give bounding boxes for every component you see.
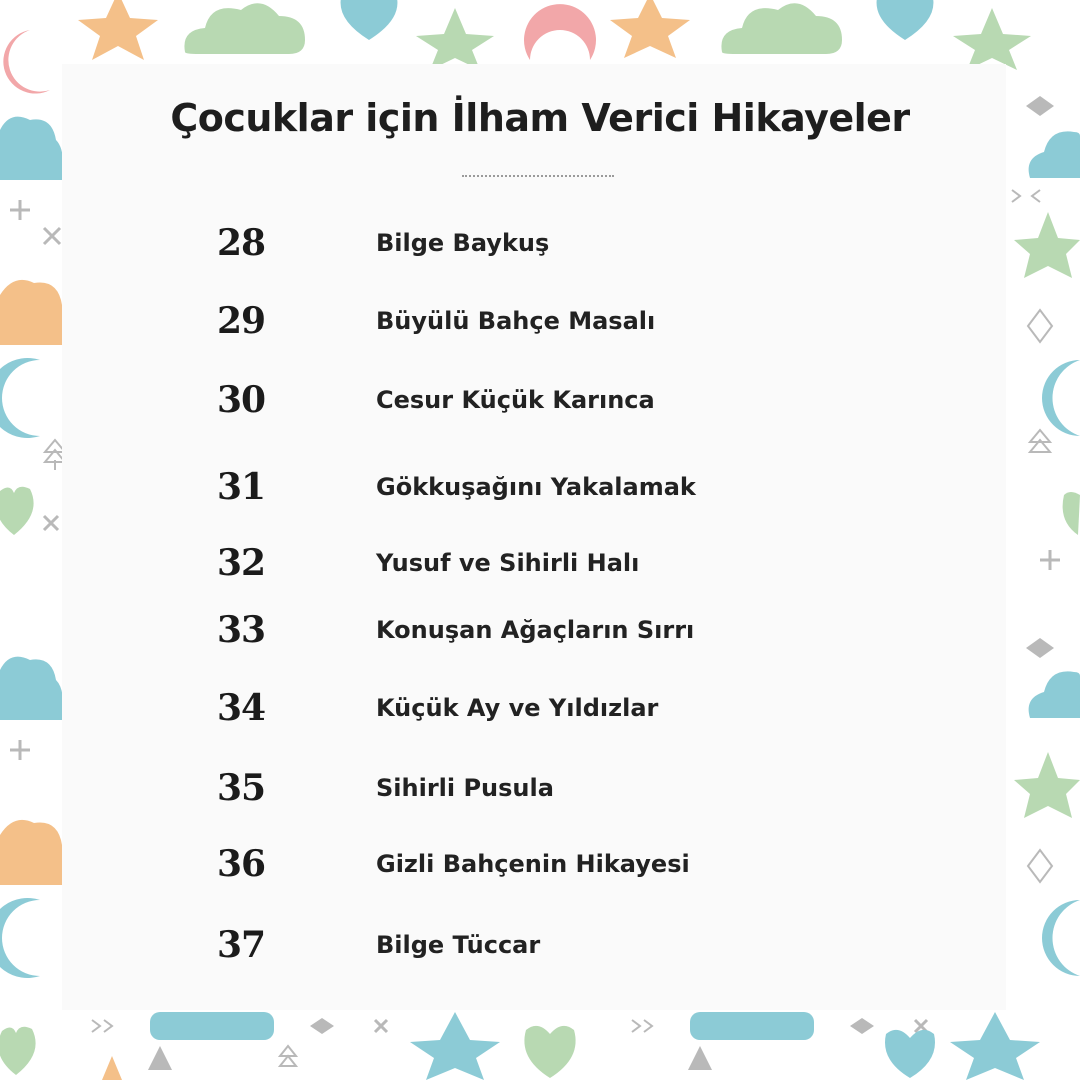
diamond-icon [310,1018,334,1034]
list-item [0,763,1080,813]
list-item [0,683,1080,733]
star-icon [416,8,494,70]
star-icon [950,1012,1040,1080]
tree-icon [1030,430,1050,452]
list-item [0,296,1080,346]
story-number: 33 [217,609,266,651]
story-number: 37 [217,924,266,966]
cross-icon [375,1020,387,1032]
plus-icon [10,740,30,760]
story-number: 36 [217,843,266,885]
story-title: Büyülü Bahçe Masalı [376,307,656,335]
star-icon [102,1056,122,1080]
tree-icon [280,1046,296,1066]
story-number: 30 [217,379,266,421]
diamond-icon [850,1018,874,1034]
story-title: Sihirli Pusula [376,774,554,802]
story-title: Bilge Baykuş [376,229,550,257]
story-number: 31 [217,466,266,508]
heart-icon [0,1027,36,1075]
story-number: 32 [217,542,266,584]
star-icon [610,0,690,58]
heart-icon [877,0,934,40]
story-number: 29 [217,300,266,342]
star-icon [953,8,1031,70]
heart-icon [524,1026,575,1078]
list-item [0,839,1080,889]
cloud-icon [690,1012,814,1040]
list-item [0,462,1080,512]
chevron-icon [92,1020,112,1032]
list-item [0,920,1080,970]
moon-icon [3,30,50,94]
heart-icon [341,0,398,40]
list-item [0,218,1080,268]
cloud-icon [150,1012,274,1040]
story-title: Bilge Tüccar [376,931,541,959]
chevron-icon [1012,190,1040,202]
cloud-icon [184,3,305,54]
list-item [0,375,1080,425]
plus-icon [10,200,30,220]
story-title: Küçük Ay ve Yıldızlar [376,694,659,722]
heart-icon [885,1030,935,1078]
list-item [0,538,1080,588]
story-title: Gökkuşağını Yakalamak [376,473,696,501]
story-number: 28 [217,222,266,264]
cloud-icon [721,3,842,54]
moon-icon [1044,20,1080,92]
story-number: 34 [217,687,266,729]
story-title: Yusuf ve Sihirli Halı [376,549,640,577]
star-icon [410,1012,500,1080]
cross-icon [44,516,58,530]
moon-icon [524,4,596,60]
tree-icon [148,1046,172,1070]
tree-icon [688,1046,712,1070]
list-item [0,605,1080,655]
dotted-divider [462,175,614,177]
story-number: 35 [217,767,266,809]
story-title: Cesur Küçük Karınca [376,386,655,414]
story-title: Gizli Bahçenin Hikayesi [376,850,690,878]
star-icon [78,0,158,60]
story-title: Konuşan Ağaçların Sırrı [376,616,695,644]
chevron-icon [632,1020,652,1032]
page-title: Çocuklar için İlham Verici Hikayeler [170,96,910,140]
